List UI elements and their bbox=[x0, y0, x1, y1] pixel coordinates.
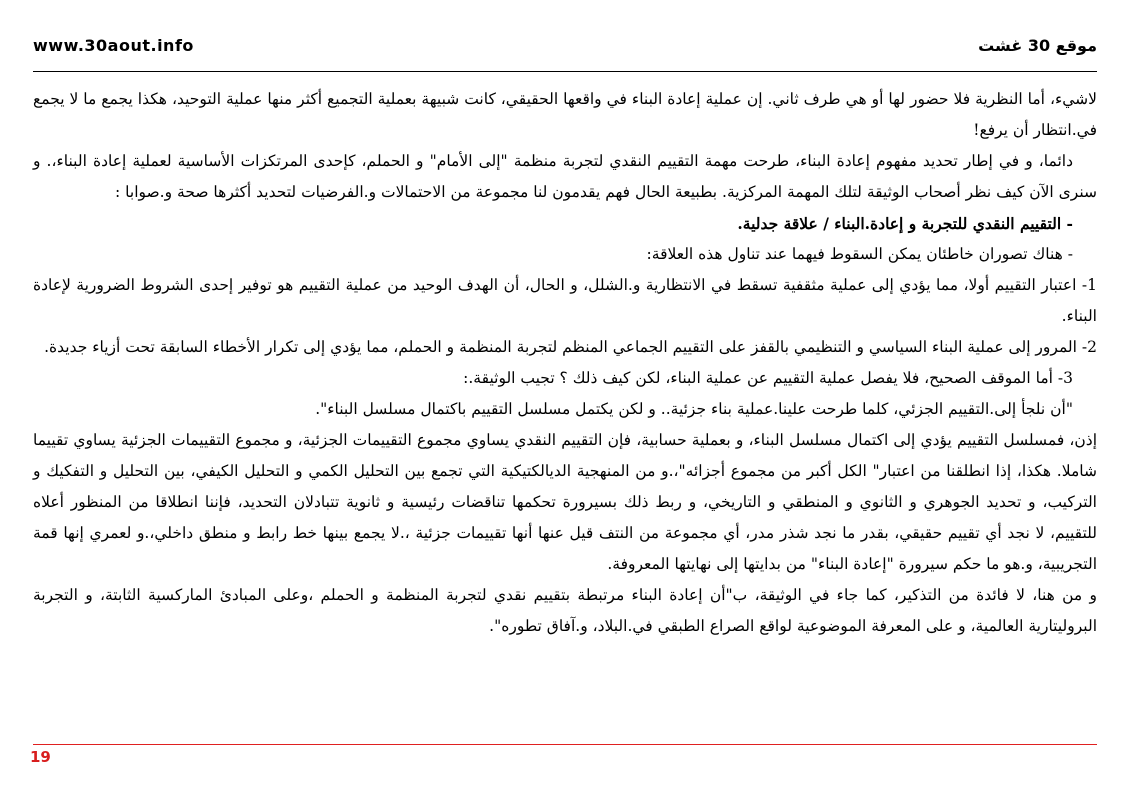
article-body bbox=[33, 84, 1097, 642]
footer-divider bbox=[33, 744, 1097, 745]
page-number: 19 bbox=[30, 748, 51, 766]
site-url[interactable]: www.30aout.info bbox=[33, 36, 194, 55]
paragraph-3: - هناك تصوران خاطئان يمكن السقوط فيهما عند تناول هذه العلاقة: bbox=[646, 245, 1073, 263]
list-item-1: 1- اعتبار التقييم أولا، مما يؤدي إلى عملية مثقفية تسقط في الانتظارية و.الشلل، و الحال، أن الهدف الوحيد من عملية التقييم هو توفير إحدى الشروط الضرورية لإعادة البناء. bbox=[33, 276, 1097, 325]
site-name: موقع 30 غشت bbox=[978, 36, 1097, 55]
header-divider bbox=[33, 71, 1097, 72]
paragraph-2: دائما، و في إطار تحديد مفهوم إعادة البناء، طرحت مهمة التقييم النقدي لتجربة منظمة "إلى الأمام" و الحملم، كإحدى المرتكزات الأساسية لعملية إعادة البناء،. و سنرى الآن كيف نظر أصحاب الوثيقة لتلك المهمة المركزية. بطبيعة الحال فهم يقدمون لنا مجموعة من الاحتمالات و.الفرضيات لتحديد أكثرها صحة و.صوابا : bbox=[33, 152, 1097, 201]
list-item-3: 3- أما الموقف الصحيح، فلا يفصل عملية التقييم عن عملية البناء، لكن كيف ذلك ؟ تجيب الوثيقة.: bbox=[463, 369, 1073, 387]
list-item-2: 2- المرور إلى عملية البناء السياسي و التنظيمي بالقفز على التقييم الجماعي المنظم لتجربة المنظمة و الحملم، مما يؤدي إلى تكرار الأخطاء السابقة تحت أزياء جديدة. bbox=[44, 338, 1097, 356]
quote: "أن نلجأ إلى.التقييم الجزئي، كلما طرحت علينا.عملية بناء جزئية.. و لكن يكتمل مسلسل التقييم باكتمال مسلسل البناء". bbox=[315, 400, 1073, 418]
section-heading: - التقييم النقدي للتجربة و إعادة.البناء / علاقة جدلية. bbox=[737, 214, 1073, 233]
paragraph-5: و من هنا، لا فائدة من التذكير، كما جاء في الوثيقة، ب"أن إعادة البناء مرتبطة بتقييم نقدي لتجربة المنظمة و الحملم ،وعلى المبادئ الماركسية الثابتة، و التجربة البروليتارية العالمية، و على المعرفة الموضوعية لواقع الصراع الطبقي في.البلاد، و.آفاق تطوره". bbox=[33, 586, 1097, 635]
paragraph-1: لاشيء، أما النظرية فلا حضور لها أو هي طرف ثاني. إن عملية إعادة البناء في واقعها الحقيقي، كانت شبيهة بعملية التجميع أكثر منها عملية التوحيد، هكذا يجمع ما لا يجمع في.انتظار أن يرفع! bbox=[33, 90, 1097, 139]
page-header bbox=[33, 36, 1097, 58]
paragraph-4: إذن، فمسلسل التقييم يؤدي إلى اكتمال مسلسل البناء، و بعملية حسابية، فإن التقييم النقدي يساوي مجموع التقييمات الجزئية، و مجموع التقييمات الجزئية يساوي تقييما شاملا. هكذا، إذا انطلقنا من اعتبار" الكل أكبر من مجموع أجزائه"،.و من المنهجية الديالكتيكية التي تجمع بين التحليل الكمي و التحليل الكيفي، بين التحليل و التفكيك و التركيب، و تحديد الجوهري و الثانوي و المنطقي و التاريخي، و ربط ذلك بسيرورة تحكمها تناقضات رئيسية و ثانوية تتبادلان التحديد، فإننا انطلاقا من المنظور أعلاه للتقييم، لا نجد أي تقييم حقيقي، بقدر ما نجد شذر مدر، أي مجموعة من النتف قيل عنها أنها تقييمات جزئية ،.لا يجمع بينها خط رابط و منطق داخلي،.و لعمري إنها قمة التجريبية، و.هو ما حكم سيرورة "إعادة البناء" من بدايتها إلى نهايتها المعروفة. bbox=[33, 431, 1097, 573]
